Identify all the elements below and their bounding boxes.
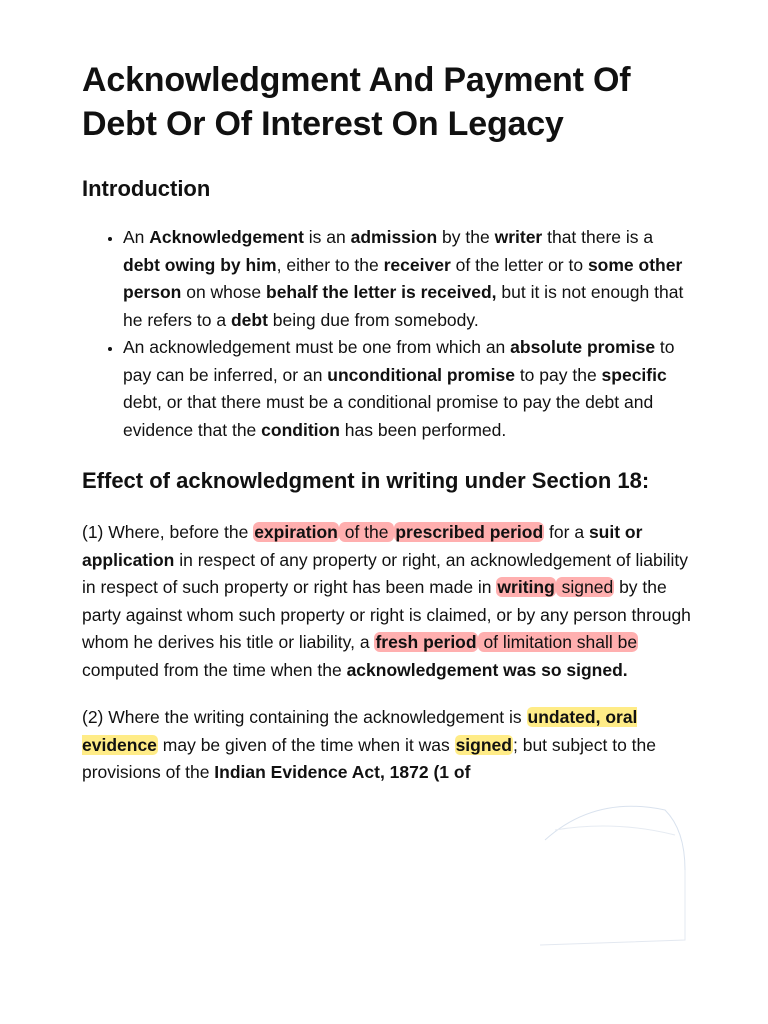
section-heading: Effect of acknowledgment in writing under Section 18: [82, 468, 650, 493]
bold-term: debt owing by him [123, 254, 277, 275]
bold-term: behalf the letter is received, [266, 282, 497, 302]
bold-term: acknowledgement was so signed. [346, 659, 628, 680]
highlight-red: of limitation shall be [478, 632, 638, 652]
bold-term: admission [350, 227, 438, 247]
bold-term: some other person [123, 254, 683, 302]
bold-term: absolute promise [510, 337, 656, 357]
text-run: (1) Where, before the [82, 522, 254, 542]
text-run: on whose [181, 282, 266, 302]
highlight-red: writing [497, 577, 555, 597]
text-run: of the letter or to [450, 254, 588, 275]
highlight-red: expiration [254, 522, 338, 542]
bold-term: specific [601, 364, 667, 385]
list-item [123, 224, 692, 334]
pencil-sketch-decoration [535, 800, 693, 950]
paragraph-2 [82, 704, 692, 787]
text-run: that there is a [542, 227, 654, 247]
bold-term: receiver [383, 254, 451, 275]
text-run: has been performed. [339, 419, 507, 440]
text-run: to pay the [514, 364, 602, 385]
bold-term: writer [494, 227, 543, 247]
list-item [123, 334, 692, 444]
text-run: in respect of any property or right, an acknowledgement of liability in respect of such property or right has been made in [82, 549, 688, 597]
highlight-red: of the [339, 522, 394, 542]
highlight-yellow: signed [455, 734, 512, 755]
text-run: An acknowledgement must be one from which an [123, 337, 511, 357]
text-run: by the [437, 227, 495, 247]
text-run: An [123, 227, 150, 247]
intro-list [82, 224, 692, 444]
text-run: but it is not enough that he refers to a [123, 282, 684, 330]
bold-term: unconditional promise [327, 364, 515, 385]
text-run: ; but subject to the provisions of the [82, 734, 656, 782]
text-run: debt, or that there must be a conditional promise to pay the debt and evidence that the [123, 392, 654, 440]
bold-term: suit or application [82, 522, 643, 570]
bold-term: Indian Evidence Act, 1872 (1 of [214, 762, 471, 782]
text-run: , either to the [276, 254, 384, 275]
bold-term: Acknowledgement [149, 227, 304, 247]
text-run: is an [303, 227, 351, 247]
highlight-red: prescribed period [395, 522, 544, 542]
text-run: for a [544, 522, 589, 542]
text-run: may be given of the time when it was [157, 734, 455, 755]
text-run: being due from somebody. [267, 309, 479, 330]
paragraph-1 [82, 519, 692, 684]
text-run: to pay can be inferred, or an [123, 337, 675, 385]
text-run: computed from the time when the [82, 659, 347, 680]
highlight-yellow: undated, oral evidence [82, 707, 638, 755]
intro-heading: Introduction [82, 176, 211, 201]
text-run: by the party against whom such property or right is claimed, or by any person through whom he derives his title or liability, a [82, 577, 691, 652]
document-page [82, 58, 692, 787]
bold-term: debt [230, 309, 268, 330]
highlight-red: fresh period [375, 632, 477, 652]
highlight-red: signed [556, 577, 614, 597]
bold-term: condition [261, 419, 340, 440]
page-title: Acknowledgment And Payment Of Debt Or Of Interest On Legacy [82, 61, 631, 143]
text-run: (2) Where the writing containing the acknowledgement is [82, 707, 527, 727]
